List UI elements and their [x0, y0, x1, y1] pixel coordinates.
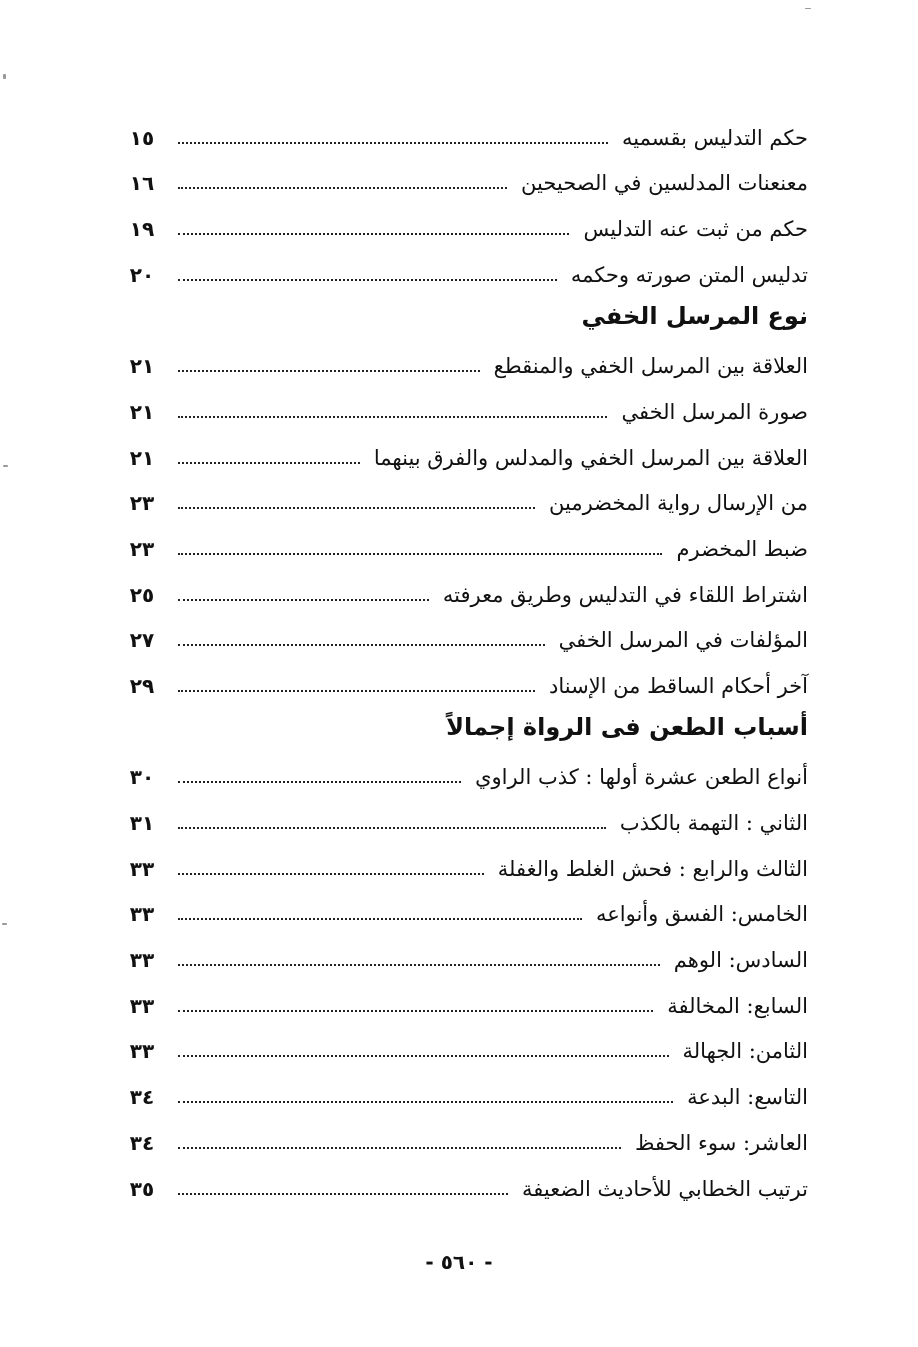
dot-leader [178, 1147, 621, 1149]
scan-speck [3, 465, 8, 467]
toc-entry [118, 430, 808, 476]
dot-leader [178, 370, 480, 372]
section-heading: نوع المرسل الخفي [581, 301, 808, 330]
toc-entry-title: ترتيب الخطابي للأحاديث الضعيفة [522, 1176, 808, 1201]
toc-entry-page-number: ٢٩ [129, 673, 155, 698]
dot-leader [178, 1010, 653, 1012]
toc-entry-page-number: ٢٥ [129, 582, 155, 607]
toc-entry-page-number: ٣٣ [129, 1039, 155, 1064]
dot-leader [178, 1193, 508, 1195]
toc-entry-title: حكم التدليس بقسميه [622, 125, 808, 150]
dot-leader [178, 690, 535, 692]
toc-entry-page-number: ٣٣ [129, 948, 155, 973]
toc-entry-title: العلاقة بين المرسل الخفي والمدلس والفرق بينهما [373, 445, 808, 470]
toc-entry [118, 887, 808, 933]
dot-leader [178, 827, 606, 829]
toc-entry-page-number: ١٦ [129, 171, 155, 196]
dot-leader [178, 644, 545, 646]
dot-leader [178, 507, 535, 509]
toc-entry [118, 658, 808, 704]
table-of-contents [118, 110, 808, 1207]
toc-entry-page-number: ٣٣ [129, 856, 155, 881]
toc-entry-title: الثالث والرابع : فحش الغلط والغفلة [497, 856, 808, 881]
dot-leader [178, 918, 582, 920]
scan-speck [805, 8, 811, 9]
toc-entry-page-number: ٢٣ [129, 536, 155, 561]
dot-leader [178, 873, 484, 875]
toc-entry [118, 978, 808, 1024]
toc-entry-title: آخر أحكام الساقط من الإسناد [549, 673, 808, 698]
toc-entry-page-number: ٢١ [129, 445, 155, 470]
toc-entry-page-number: ٢٠ [129, 262, 155, 287]
toc-entry [118, 613, 808, 659]
toc-entry [118, 1115, 808, 1161]
toc-entry [118, 156, 808, 202]
dot-leader [178, 781, 461, 783]
page-number-footer: - ٥٦٠ - [425, 1250, 493, 1274]
toc-entry-page-number: ٣٥ [129, 1176, 155, 1201]
toc-entry-title: السابع: المخالفة [667, 993, 808, 1018]
toc-entry [118, 201, 808, 247]
toc-entry-page-number: ٣٠ [129, 765, 155, 790]
toc-entry [118, 1069, 808, 1115]
toc-entry-title: تدليس المتن صورته وحكمه [570, 262, 808, 287]
toc-entry-title: ضبط المخضرم [676, 536, 808, 561]
toc-entry [118, 110, 808, 156]
toc-entry [118, 521, 808, 567]
toc-entry [118, 384, 808, 430]
toc-entry-page-number: ٣١ [129, 811, 155, 835]
toc-entry-title: الثامن: الجهالة [682, 1039, 808, 1064]
toc-entry-title: السادس: الوهم [673, 948, 808, 973]
toc-entry-page-number: ٢٣ [129, 491, 155, 516]
toc-entry-title: العلاقة بين المرسل الخفي والمنقطع [493, 354, 808, 379]
section-heading: أسباب الطعن فى الرواة إجمالاً [446, 712, 808, 741]
dot-leader [178, 553, 662, 555]
toc-entry [118, 247, 808, 293]
scan-speck [3, 74, 6, 79]
toc-entry-title: أنواع الطعن عشرة أولها : كذب الراوي [475, 765, 808, 790]
toc-entry-page-number: ٣٣ [129, 902, 155, 927]
toc-entry [118, 338, 808, 384]
toc-entry [118, 567, 808, 613]
dot-leader [178, 1055, 669, 1057]
toc-entry [118, 932, 808, 978]
toc-entry [118, 1024, 808, 1070]
toc-entry-page-number: ٣٣ [129, 993, 155, 1018]
toc-entry [118, 476, 808, 522]
toc-entry-title: التاسع: البدعة [687, 1085, 808, 1110]
toc-entry-page-number: ١٥ [129, 125, 155, 150]
toc-entry-title: الخامس: الفسق وأنواعه [595, 902, 808, 927]
toc-entry [118, 795, 808, 841]
toc-entry-page-number: ٢١ [129, 399, 155, 424]
toc-entry-title: معنعنات المدلسين في الصحيحين [521, 171, 808, 196]
dot-leader [178, 599, 429, 601]
toc-entry-page-number: ٢١ [129, 354, 155, 379]
toc-entry-page-number: ٣٤ [129, 1085, 155, 1110]
toc-entry-title: من الإرسال رواية المخضرمين [549, 491, 808, 516]
scan-speck [2, 923, 7, 925]
dot-leader [178, 233, 569, 235]
toc-entry-page-number: ١٩ [129, 217, 155, 242]
toc-entry-page-number: ٢٧ [129, 628, 155, 653]
toc-entry-title: المؤلفات في المرسل الخفي [558, 628, 808, 653]
toc-entry-title: حكم من ثبت عنه التدليس [583, 217, 808, 242]
dot-leader [178, 187, 507, 189]
dot-leader [178, 462, 360, 464]
dot-leader [178, 1101, 673, 1103]
toc-entry [118, 750, 808, 796]
toc-entry-title: العاشر: سوء الحفظ [634, 1130, 808, 1155]
toc-entry [118, 841, 808, 887]
dot-leader [178, 964, 660, 966]
dot-leader [178, 142, 608, 144]
toc-entry-page-number: ٣٤ [129, 1130, 155, 1155]
dot-leader [178, 279, 557, 281]
toc-entry-title: الثاني : التهمة بالكذب [619, 811, 808, 835]
toc-entry-title: اشتراط اللقاء في التدليس وطريق معرفته [442, 582, 808, 607]
dot-leader [178, 416, 607, 418]
toc-entry [118, 1161, 808, 1207]
toc-entry-title: صورة المرسل الخفي [621, 399, 808, 424]
